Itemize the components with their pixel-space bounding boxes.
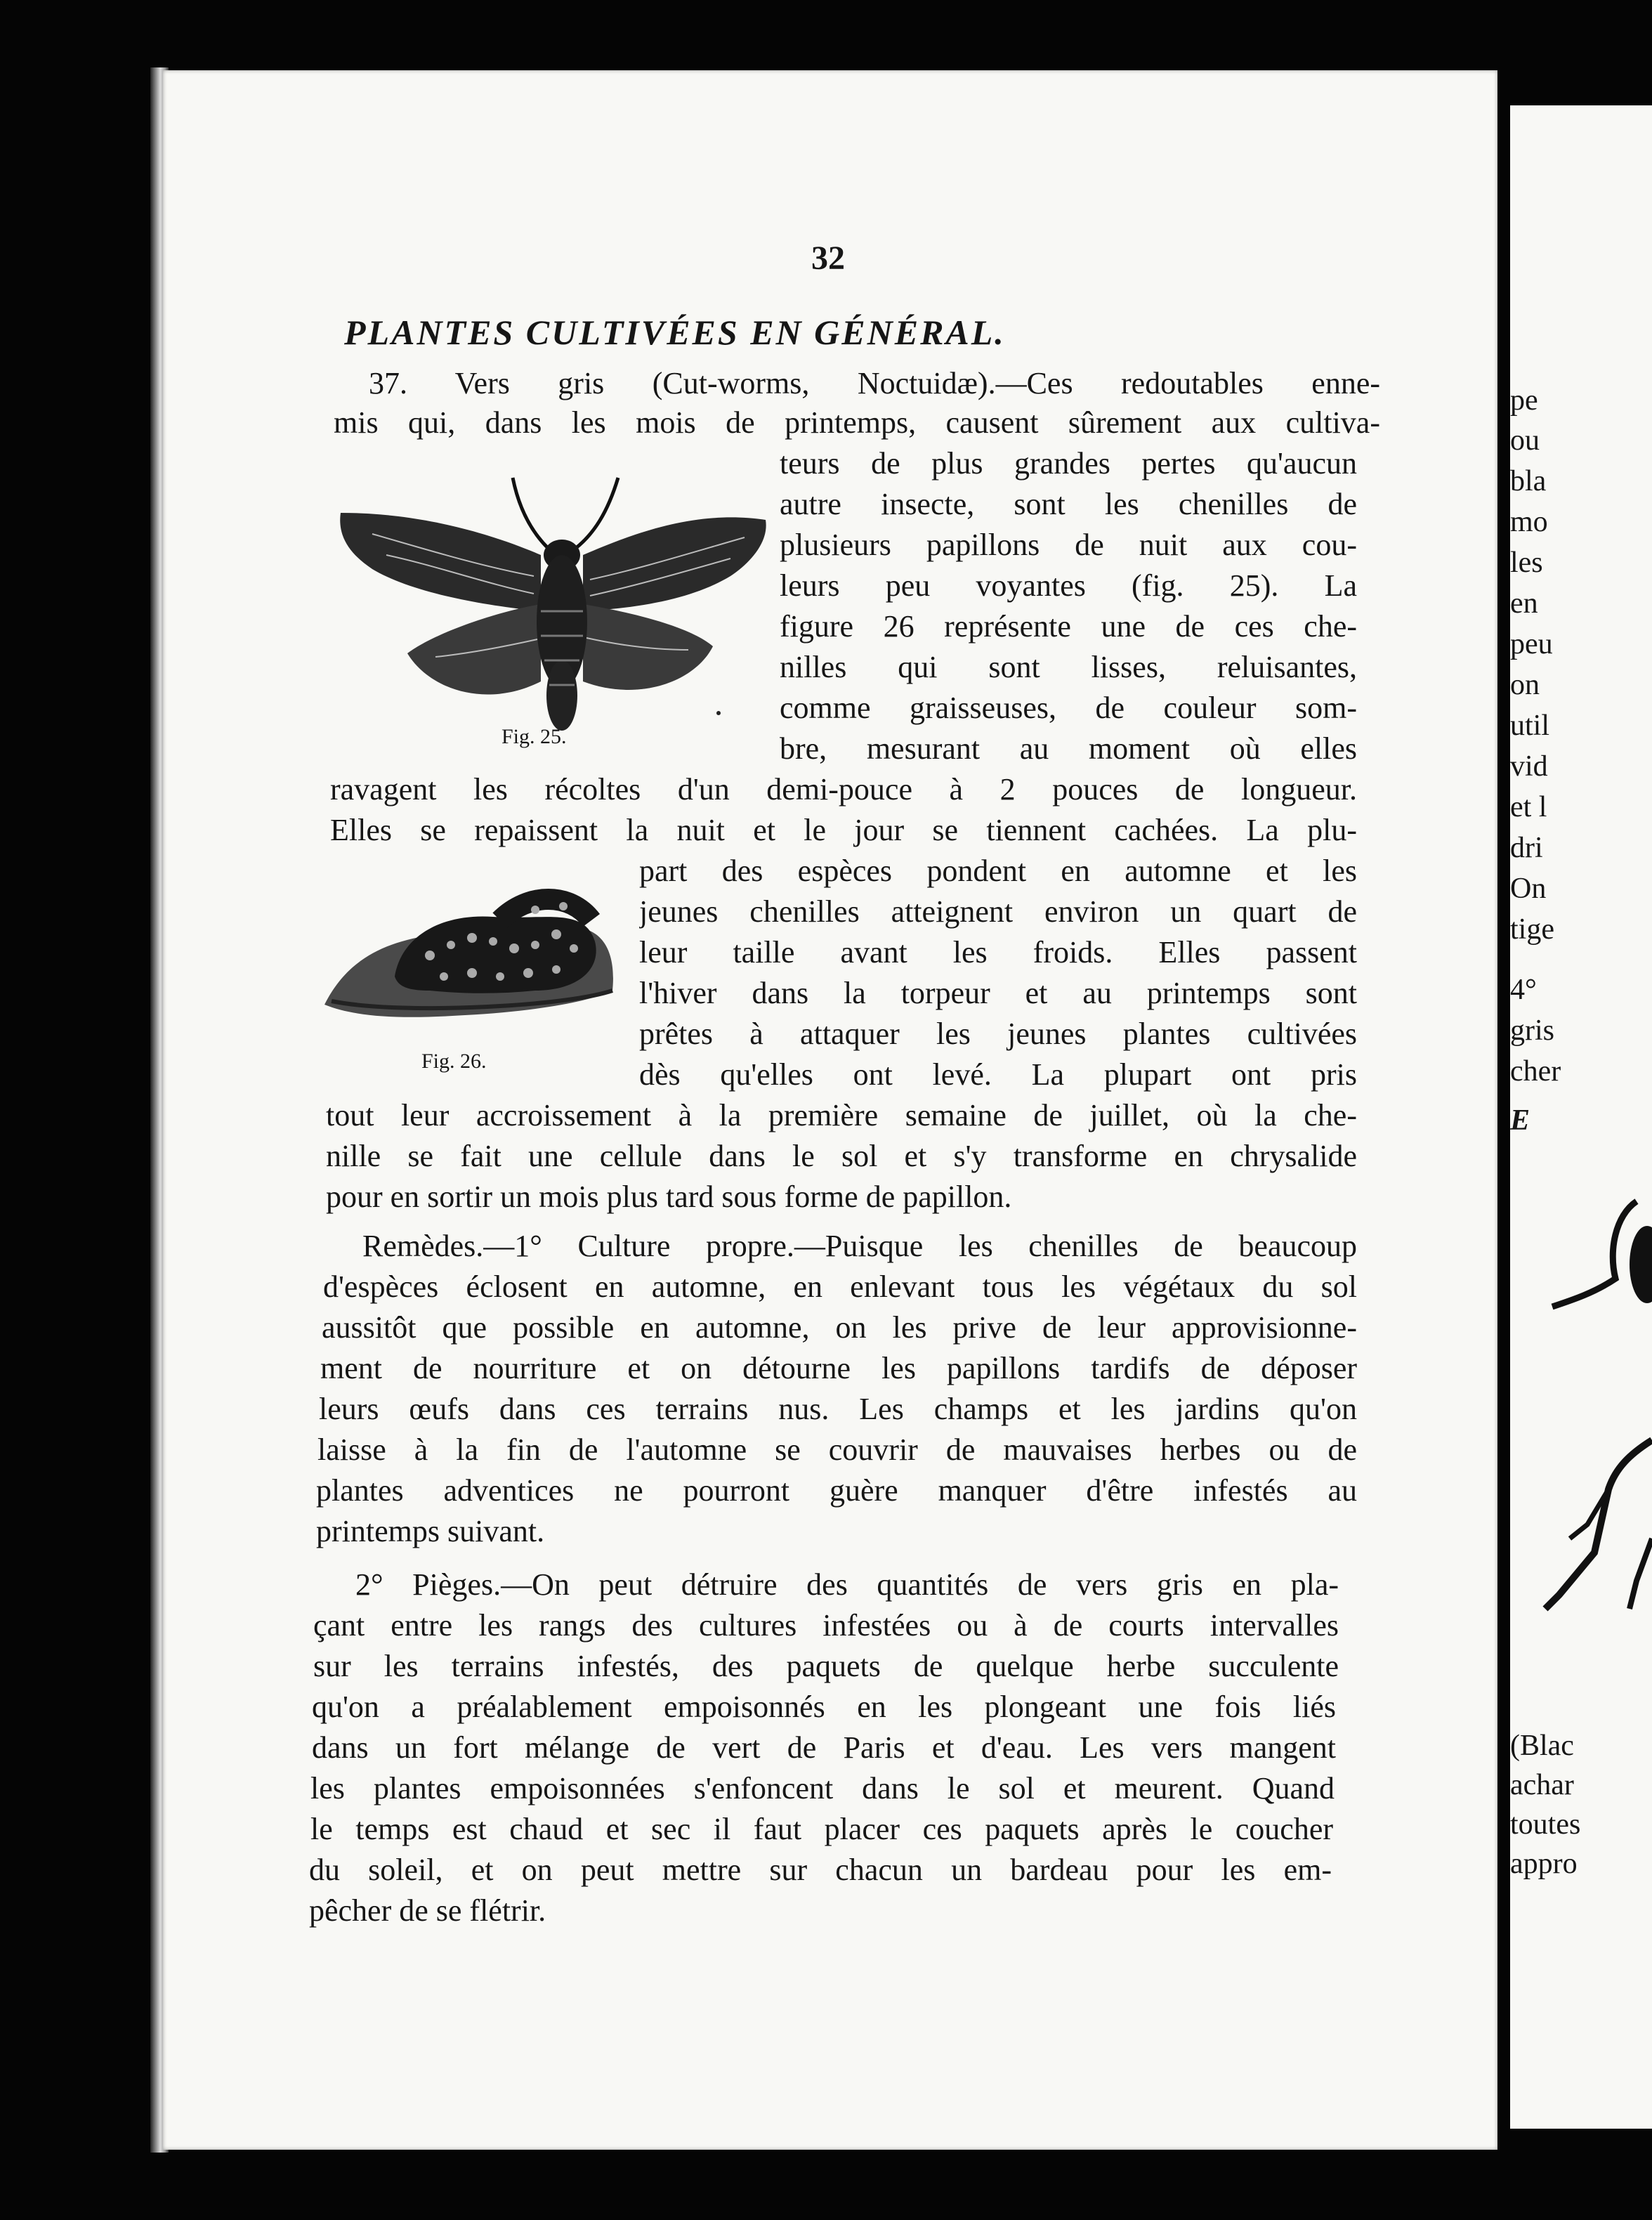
facing-line: On xyxy=(1510,873,1547,905)
text-line: tout leur accroissement à la première semaine de juillet, où la che- xyxy=(326,1098,1357,1132)
text-line: nilles qui sont lisses, reluisantes, xyxy=(780,650,1357,684)
text-line: l'hiver dans la torpeur et au printemps sont xyxy=(639,976,1357,1010)
text-line: teurs de plus grandes pertes qu'aucun xyxy=(780,446,1357,481)
text-line: jeunes chenilles atteignent environ un quart de xyxy=(639,894,1357,929)
facing-line: ou xyxy=(1510,424,1540,457)
facing-line: util xyxy=(1510,710,1550,742)
text-line: Remèdes.—1° Culture propre.—Puisque les chenilles de beaucoup xyxy=(362,1229,1357,1263)
facing-line: cher xyxy=(1510,1055,1561,1088)
fig-26-caption: Fig. 26. xyxy=(421,1050,487,1073)
caterpillar-illustration xyxy=(324,878,620,1033)
text-line: ravagent les récoltes d'un demi-pouce à 2 pouces de longueur. xyxy=(330,772,1357,807)
section-title: PLANTES CULTIVÉES EN GÉNÉRAL. xyxy=(344,313,1006,352)
facing-line: en xyxy=(1510,587,1538,620)
facing-line: peu xyxy=(1510,628,1553,660)
text-line: aussitôt que possible en automne, on les prive de leur approvisionne- xyxy=(322,1310,1357,1345)
insect-figure-fragment xyxy=(1510,1159,1652,1651)
facing-line: gris xyxy=(1510,1014,1554,1047)
text-line: leur taille avant les froids. Elles passent xyxy=(639,935,1357,969)
text-line: du soleil, et on peut mettre sur chacun un bardeau pour les em- xyxy=(309,1853,1332,1887)
text-line: les plantes empoisonnées s'enfoncent dans le sol et meurent. Quand xyxy=(310,1771,1335,1806)
text-line: leurs œufs dans ces terrains nus. Les champs et les jardins qu'on xyxy=(319,1392,1357,1426)
text-line: pêcher de se flétrir. xyxy=(309,1893,546,1928)
text-line: plantes adventices ne pourront guère manquer d'être infestés au xyxy=(316,1473,1357,1508)
facing-line: appro xyxy=(1510,1848,1578,1880)
text-line: ment de nourriture et on détourne les papillons tardifs de déposer xyxy=(320,1351,1357,1385)
facing-line: tige xyxy=(1510,913,1554,946)
moth-illustration xyxy=(330,471,780,738)
text-line: comme graisseuses, de couleur som- xyxy=(780,691,1357,725)
text-line: 2° Pièges.—On peut détruire des quantités de vers gris en pla- xyxy=(355,1567,1339,1602)
text-line: qu'on a préalablement empoisonnés en les plongeant une fois liés xyxy=(312,1690,1336,1724)
facing-line: bla xyxy=(1510,465,1547,497)
text-line: Elles se repaissent la nuit et le jour se tiennent cachées. La plu- xyxy=(330,813,1357,847)
text-line: d'espèces éclosent en automne, en enlevant tous les végétaux du sol xyxy=(323,1269,1357,1304)
text-line: part des espèces pondent en automne et les xyxy=(639,854,1357,888)
text-line: dans un fort mélange de vert de Paris et d'eau. Les vers mangent xyxy=(312,1730,1336,1765)
facing-line: vid xyxy=(1510,750,1548,783)
text-line: prêtes à attaquer les jeunes plantes cultivées xyxy=(639,1017,1357,1051)
page-number: 32 xyxy=(811,240,845,277)
text-line: printemps suivant. xyxy=(316,1514,545,1548)
text-line: leurs peu voyantes (fig. 25). La xyxy=(780,568,1357,603)
facing-line: on xyxy=(1510,669,1540,701)
fig-25-caption: Fig. 25. xyxy=(501,725,567,748)
text-line: laisse à la fin de l'automne se couvrir de mauvaises herbes ou de xyxy=(317,1432,1357,1467)
text-line: pour en sortir un mois plus tard sous forme de papillon. xyxy=(326,1180,1012,1214)
facing-line: achar xyxy=(1510,1769,1574,1801)
text-line: autre insecte, sont les chenilles de xyxy=(780,487,1357,521)
facing-line: pe xyxy=(1510,384,1538,417)
facing-line: et l xyxy=(1510,791,1547,823)
text-line: bre, mesurant au moment où elles xyxy=(780,731,1357,766)
facing-line: toutes xyxy=(1510,1808,1581,1841)
text-line: mis qui, dans les mois de printemps, causent sûrement aux cultiva- xyxy=(334,405,1380,440)
text-line: nille se fait une cellule dans le sol et s'y transforme en chrysalide xyxy=(326,1139,1357,1173)
text-line: le temps est chaud et sec il faut placer ces paquets après le coucher xyxy=(310,1812,1333,1846)
text-line: çant entre les rangs des cultures infestées ou à de courts intervalles xyxy=(313,1608,1339,1643)
facing-line: dri xyxy=(1510,832,1543,864)
facing-page-fragment xyxy=(1510,105,1652,2129)
facing-line: (Blac xyxy=(1510,1730,1574,1762)
text-line: plusieurs papillons de nuit aux cou- xyxy=(780,528,1357,562)
text-line: sur les terrains infestés, des paquets de quelque herbe succulente xyxy=(313,1649,1339,1683)
text-line: 37. Vers gris (Cut-worms, Noctuidæ).—Ces redoutables enne- xyxy=(369,366,1380,400)
facing-line: E xyxy=(1510,1104,1530,1137)
print-speck xyxy=(716,711,721,715)
facing-line: mo xyxy=(1510,506,1548,538)
text-line: dès qu'elles ont levé. La plupart ont pris xyxy=(639,1057,1357,1092)
text-line: figure 26 représente une de ces che- xyxy=(780,609,1357,644)
facing-line: les xyxy=(1510,547,1543,579)
facing-line: 4° xyxy=(1510,974,1537,1006)
